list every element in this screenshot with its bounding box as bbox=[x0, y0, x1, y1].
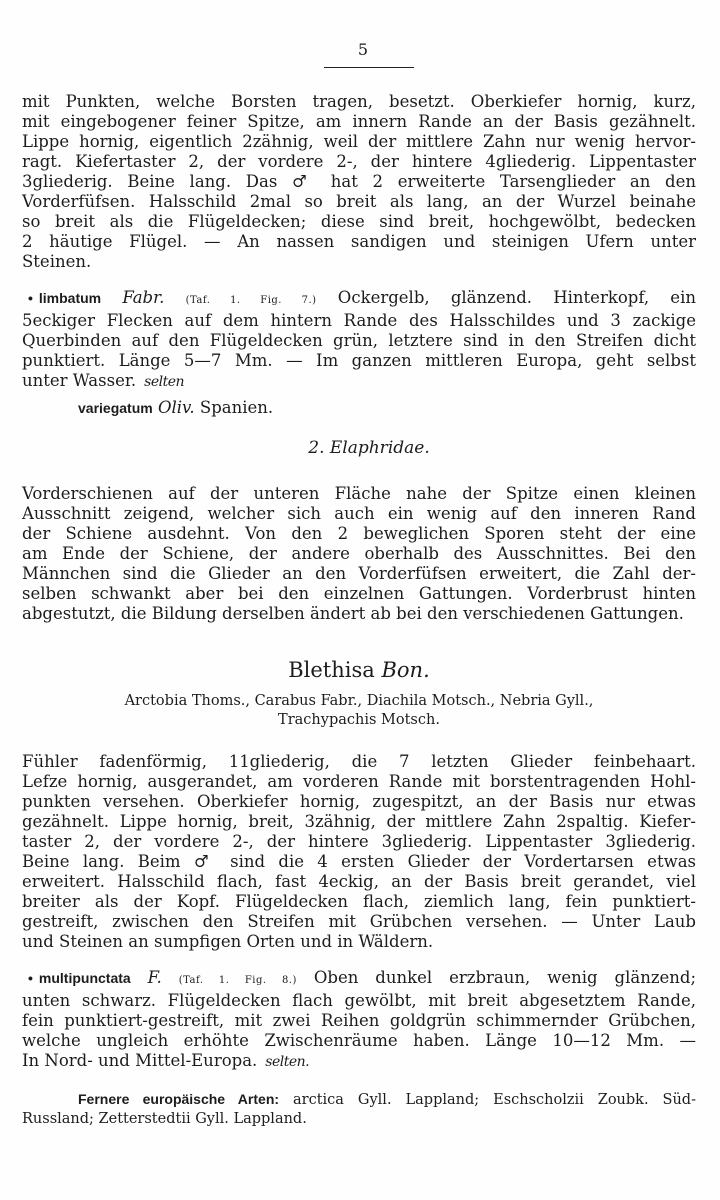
species-author: Fabr. bbox=[122, 288, 165, 307]
text-line: abgestutzt, die Bildung derselben ändert ab bei den verschiedenen Gattungen. bbox=[22, 604, 684, 623]
synonyms-line: Arctobia Thoms., Carabus Fabr., Diachila Motsch., Nebria Gyll., bbox=[124, 693, 594, 709]
species-last-line bbox=[22, 371, 696, 392]
text-line: 2 häutige Flügel. — An nassen sandigen und steinigen Ufern unter bbox=[22, 232, 696, 251]
genus-author: Bon. bbox=[381, 658, 430, 682]
species-text: Spanien. bbox=[199, 398, 274, 417]
genus-name: Blethisa bbox=[288, 658, 375, 682]
text-line: 3gliederig. Beine lang. Das ♂ hat 2 erweiterte Tarsenglieder an den bbox=[22, 172, 696, 191]
text-line: Russland; Zetterstedtii Gyll. Lappland. bbox=[22, 1111, 307, 1127]
text-line: Querbinden auf den Flügeldecken grün, letztere sind in den Streifen dicht bbox=[22, 331, 696, 350]
text-line: welche ungleich erhöhte Zwischenräume haben. Länge 10—12 Mm. — bbox=[22, 1031, 696, 1050]
text-line: Oben dunkel erzbraun, wenig glänzend; bbox=[313, 968, 697, 987]
text-line: und Steinen an sumpfigen Orten und in Wäldern. bbox=[22, 932, 434, 951]
text-line: Beine lang. Beim ♂ sind die 4 ersten Glieder der Vordertarsen etwas bbox=[22, 852, 696, 871]
other-species-label: Fernere europäische Arten: bbox=[78, 1091, 280, 1107]
species-last-line bbox=[22, 1051, 696, 1072]
description-paragraph-elaphridae bbox=[22, 484, 696, 624]
species-first-line bbox=[22, 968, 696, 991]
other-european-species bbox=[22, 1090, 696, 1129]
description-paragraph-blethisa bbox=[22, 752, 696, 952]
text-line: so breit als die Flügeldecken; diese sind breit, hochgewölbt, bedecken bbox=[22, 212, 696, 231]
text-line: 5eckiger Flecken auf dem hintern Rande des Halsschildes und 3 zackige bbox=[22, 311, 696, 330]
text-line: arctica Gyll. Lappland; Eschscholzii Zoubk. Süd- bbox=[293, 1092, 696, 1108]
species-name: limbatum bbox=[38, 290, 102, 306]
text-line: Vorderfüfsen. Halsschild 2mal so breit als lang, an der Wurzel beinahe bbox=[22, 192, 696, 211]
text-line: Ausschnitt zeigend, welcher sich auch ein wenig auf den inneren Rand bbox=[22, 504, 696, 523]
text-line: unter Wasser. bbox=[22, 371, 137, 390]
handwritten-note: selten bbox=[144, 374, 185, 390]
text-line: erweitert. Halsschild flach, fast 4eckig, an der Basis breit gerandet, viel bbox=[22, 872, 696, 891]
text-line: Ockergelb, glänzend. Hinterkopf, ein bbox=[337, 288, 696, 307]
page-number-rule bbox=[324, 67, 414, 68]
species-entry-variegatum bbox=[22, 398, 696, 418]
text-line: unten schwarz. Flügeldecken flach gewölbt, mit breit abgesetztem Rande, bbox=[22, 991, 696, 1010]
page-number: 5 bbox=[357, 40, 369, 59]
text-line: ragt. Kiefertaster 2, der vordere 2-, der hintere 4gliederig. Lippentaster bbox=[22, 152, 696, 171]
text-line: mit Punkten, welche Borsten tragen, besetzt. Oberkiefer hornig, kurz, bbox=[22, 92, 696, 111]
genus-synonyms bbox=[22, 692, 696, 730]
family-heading: 2. Elaphridae. bbox=[308, 438, 430, 458]
text-line: breiter als der Kopf. Flügeldecken flach, ziemlich lang, fein punktiert- bbox=[22, 892, 696, 911]
handwritten-note: selten. bbox=[265, 1054, 310, 1070]
text-line: In Nord- und Mittel-Europa. bbox=[22, 1051, 258, 1070]
bullet-icon: • bbox=[28, 290, 33, 306]
genus-heading bbox=[22, 658, 696, 682]
species-author: F. bbox=[147, 968, 162, 987]
text-line: selben schwankt aber bei den einzelnen Gattungen. Vorderbrust hinten bbox=[22, 584, 696, 603]
text-line: Männchen sind die Glieder an den Vorderfüfsen erweitert, die Zahl der- bbox=[22, 564, 696, 583]
text-line: Lippe hornig, eigentlich 2zähnig, weil der mittlere Zahn nur wenig hervor- bbox=[22, 132, 696, 151]
description-paragraph-nebria bbox=[22, 92, 696, 272]
synonyms-line: Trachypachis Motsch. bbox=[278, 712, 440, 728]
species-name: multipunctata bbox=[38, 970, 131, 986]
text-line: Fühler fadenförmig, 11gliederig, die 7 letzten Glieder feinbehaart. bbox=[22, 752, 696, 771]
text-line: punkten versehen. Oberkiefer hornig, zugespitzt, an der Basis nur etwas bbox=[22, 792, 696, 811]
species-author: Oliv. bbox=[157, 398, 195, 417]
text-line: mit eingebogener feiner Spitze, am innern Rande an der Basis gezähnelt. bbox=[22, 112, 696, 131]
plate-reference: (Taf. 1. Fig. 8.) bbox=[178, 975, 297, 986]
text-line: fein punktiert-gestreift, mit zwei Reihen goldgrün schimmernder Grübchen, bbox=[22, 1011, 696, 1030]
other-species-first-line bbox=[22, 1090, 696, 1110]
text-line: am Ende der Schiene, der andere oberhalb des Ausschnittes. Bei den bbox=[22, 544, 696, 563]
text-line: gezähnelt. Lippe hornig, breit, 3zähnig, der mittlere Zahn 2spaltig. Kiefer- bbox=[22, 812, 696, 831]
text-line: der Schiene ausdehnt. Von den 2 beweglichen Sporen steht der eine bbox=[22, 524, 696, 543]
text-line: Steinen. bbox=[22, 252, 92, 271]
book-page bbox=[22, 40, 696, 1129]
species-name: variegatum bbox=[78, 400, 153, 416]
species-first-line bbox=[22, 288, 696, 311]
text-line: taster 2, der vordere 2-, der hintere 3gliederig. Lippentaster 3gliederig. bbox=[22, 832, 696, 851]
bullet-icon: • bbox=[28, 970, 33, 986]
species-entry-limbatum bbox=[22, 288, 696, 392]
plate-reference: (Taf. 1. Fig. 7.) bbox=[185, 295, 317, 306]
species-entry-multipunctata bbox=[22, 968, 696, 1072]
text-line: gestreift, zwischen den Streifen mit Grübchen versehen. — Unter Laub bbox=[22, 912, 696, 931]
text-line: Lefze hornig, ausgerandet, am vorderen Rande mit borstentragenden Hohl- bbox=[22, 772, 696, 791]
text-line: Vorderschienen auf der unteren Fläche nahe der Spitze einen kleinen bbox=[22, 484, 696, 503]
text-line: punktiert. Länge 5—7 Mm. — Im ganzen mittleren Europa, geht selbst bbox=[22, 351, 696, 370]
